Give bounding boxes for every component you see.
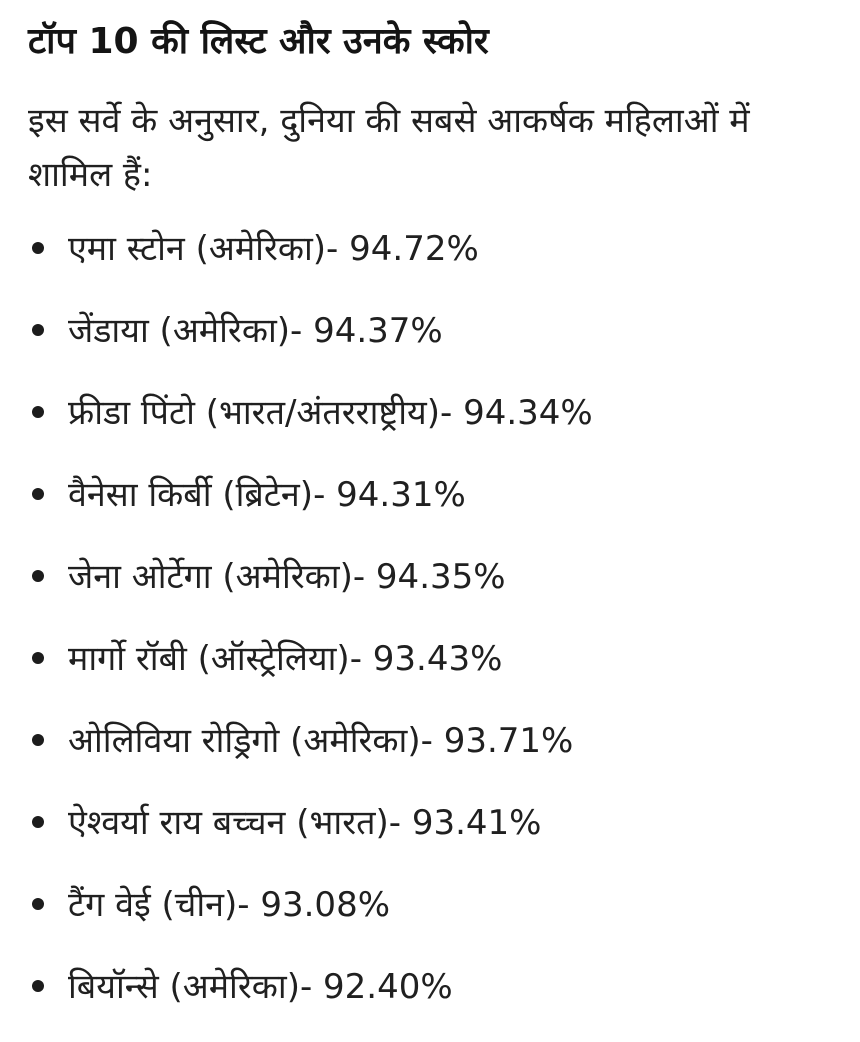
bullet-icon xyxy=(32,734,44,746)
bullet-icon xyxy=(32,488,44,500)
bullet-icon xyxy=(32,570,44,582)
bullet-icon xyxy=(32,980,44,992)
list-item-text: बियॉन्से (अमेरिका)- 92.40% xyxy=(68,967,453,1007)
list-item-text: एमा स्टोन (अमेरिका)- 94.72% xyxy=(68,229,479,269)
bullet-icon xyxy=(32,324,44,336)
bullet-icon xyxy=(32,406,44,418)
list-item-text: मार्गो रॉबी (ऑस्ट्रेलिया)- 93.43% xyxy=(68,639,503,679)
list-item-text: फ्रीडा पिंटो (भारत/अंतरराष्ट्रीय)- 94.34% xyxy=(68,393,593,433)
list-item-text: वैनेसा किर्बी (ब्रिटेन)- 94.31% xyxy=(68,475,466,515)
list-item-text: टैंग वेई (चीन)- 93.08% xyxy=(68,885,391,925)
bullet-icon xyxy=(32,652,44,664)
section-heading: टॉप 10 की लिस्ट और उनके स्कोर xyxy=(28,21,489,62)
intro-paragraph: इस सर्वे के अनुसार, दुनिया की सबसे आकर्षक महिलाओं में शामिल हैं: xyxy=(28,101,750,195)
bullet-icon xyxy=(32,816,44,828)
list-item-text: जेना ओर्टेगा (अमेरिका)- 94.35% xyxy=(68,557,506,597)
bullet-icon xyxy=(32,898,44,910)
list-item-text: ओलिविया रोड्रिगो (अमेरिका)- 93.71% xyxy=(68,721,574,761)
list-item-text: ऐश्वर्या राय बच्चन (भारत)- 93.41% xyxy=(68,803,542,843)
list-item-text: जेंडाया (अमेरिका)- 94.37% xyxy=(68,311,443,351)
bullet-icon xyxy=(32,242,44,254)
